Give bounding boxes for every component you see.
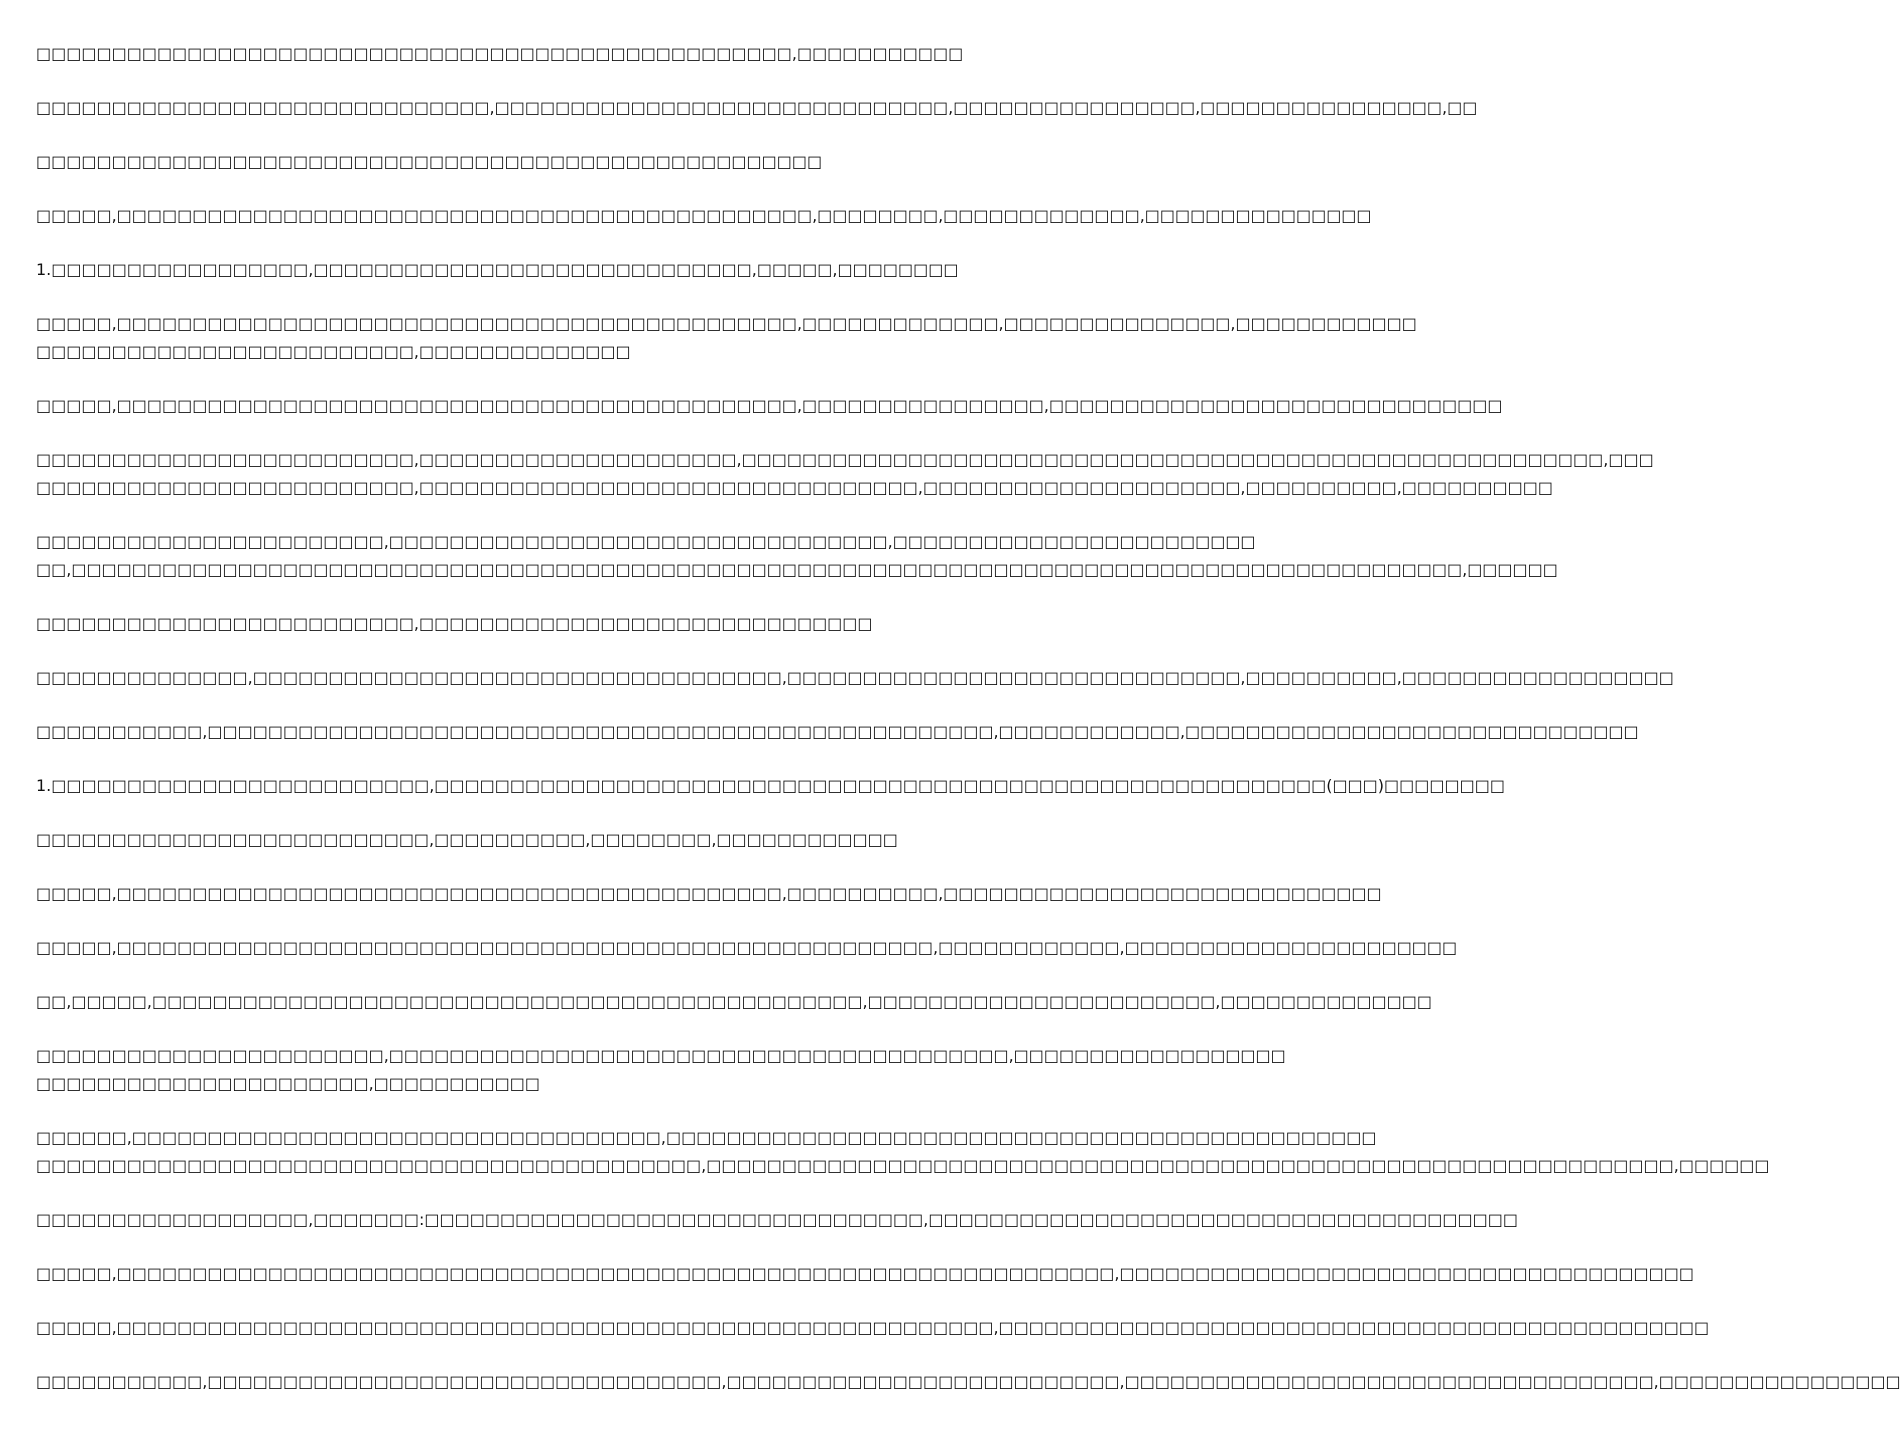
paragraph: □□□□□,□□□□□□□□□□□□□□□□□□□□□□□□□□□□□□□□□□□□□□□□□□□□□,□□□□□□□□□□□□□□□□,□□□□□□□□□□□□□□□□□□□□□□□□□□□□□□ [36,396,1503,415]
paragraph: □□,□□□□□,□□□□□□□□□□□□□□□□□□□□□□□□□□□□□□□□□□□□□□□□□□□□□□□,□□□□□□□□□□□□□□□□□□□□□□□,□□□□□□□□□□□□□□ [36,992,1433,1011]
paragraph: □□□□□□□□□□□□□□□□□□□□□□□□□,□□□□□□□□□□□□□□□□□□□□□,□□□□□□□□□□□□□□□□□□□□□□□□□□□□□□□□□□□□□□□□□□□□□□□□□□□□□□□□□,□□□ □□□□□□□□□□□□□□□□□□□□□□□□□,□□□□□□□□□□□□□□□□□□□□□□□□□□□□□□□□□,□□□□□□□□□□□□□□□□□□□□□,□□□□□□□□□□,□□□□□□□□□□ [36,450,1654,497]
paragraph: □□□□□,□□□□□□□□□□□□□□□□□□□□□□□□□□□□□□□□□□□□□□□□□□□□□□□□□□□□□□,□□□□□□□□□□□□,□□□□□□□□□□□□□□□□□□□□□□ [36,938,1458,957]
document-body [36,40,1901,1422]
paragraph: □□□□□,□□□□□□□□□□□□□□□□□□□□□□□□□□□□□□□□□□□□□□□□□□□□□□,□□□□□□□□,□□□□□□□□□□□□□,□□□□□□□□□□□□□□□ [36,206,1372,225]
paragraph: □□□□□,□□□□□□□□□□□□□□□□□□□□□□□□□□□□□□□□□□□□□□□□□□□□□□□□□□□□□□□□□□□□□□□□□□,□□□□□□□□□□□□□□□□□□□□□□□□□□□□□□□□□□□□□□ [36,1264,1694,1283]
paragraph: □□□□□,□□□□□□□□□□□□□□□□□□□□□□□□□□□□□□□□□□□□□□□□□□□□□,□□□□□□□□□□□□□,□□□□□□□□□□□□□□□,□□□□□□□□□□□□ □□□□□□□□□□□□□□□□□□□□□□□□□,□□□□□□□□□□□□□□ [36,314,1417,361]
paragraph: □□□□□□□□□□□□□□□□□□□□□□□□□,□□□□□□□□□□□□□□□□□□□□□□□□□□□□□□ [36,614,873,633]
paragraph: □□□□□,□□□□□□□□□□□□□□□□□□□□□□□□□□□□□□□□□□□□□□□□□□□□,□□□□□□□□□□,□□□□□□□□□□□□□□□□□□□□□□□□□□□□□ [36,884,1382,903]
paragraph: □□□□□□□□□□□,□□□□□□□□□□□□□□□□□□□□□□□□□□□□□□□□□□,□□□□□□□□□□□□□□□□□□□□□□□□□□,□□□□□□□□□□□□□□□□□□□□□□□□□□□□□□□□□□□,□□□□□□□□□□□□□□□□ [36,1372,1901,1391]
paragraph: □□□□□□□□□□□□□□,□□□□□□□□□□□□□□□□□□□□□□□□□□□□□□□□□□□,□□□□□□□□□□□□□□□□□□□□□□□□□□□□□□,□□□□□□□□□□,□□□□□□□□□□□□□□□□□□ [36,668,1674,687]
paragraph: □□□□□□□□□□□,□□□□□□□□□□□□□□□□□□□□□□□□□□□□□□□□□□□□□□□□□□□□□□□□□□□□,□□□□□□□□□□□□,□□□□□□□□□□□□□□□□□□□□□□□□□□□□□□ [36,722,1639,741]
paragraph: □□□□□□□□□□□□□□□□□□,□□□□□□□:□□□□□□□□□□□□□□□□□□□□□□□□□□□□□□□□□,□□□□□□□□□□□□□□□□□□□□□□□□□□□□□□□□□□□□□□□ [36,1210,1518,1229]
paragraph: □□□□□□□□□□□□□□□□□□□□□□□□□□□□□□□□□□□□□□□□□□□□□□□□□□,□□□□□□□□□□□ [36,44,964,63]
numbered-paragraph: 1.□□□□□□□□□□□□□□□□□,□□□□□□□□□□□□□□□□□□□□□□□□□□□□□,□□□□□,□□□□□□□□ [36,260,959,279]
paragraph: □□□□□□□□□□□□□□□□□□□□□□□,□□□□□□□□□□□□□□□□□□□□□□□□□□□□□□□□□□□□□□□□□,□□□□□□□□□□□□□□□□□□ □□□□□□□□□□□□□□□□□□□□□□,□□□□□□□□□□□ [36,1046,1286,1093]
paragraph: □□□□□□□□□□□□□□□□□□□□□□□□□□□□□□,□□□□□□□□□□□□□□□□□□□□□□□□□□□□□□,□□□□□□□□□□□□□□□□,□□□□□□□□□□□□□□□□,□□ [36,98,1478,117]
paragraph: □□□□□□,□□□□□□□□□□□□□□□□□□□□□□□□□□□□□□□□□□□,□□□□□□□□□□□□□□□□□□□□□□□□□□□□□□□□□□□□□□□□□□□□□□□ □□□□□□□□□□□□□□□□□□□□□□□□□□□□□□□□□□□□□□□□□□□□,□□□□□□□□□□□□□□□□□□□□□□□□□□□□□□□□□□□□□□□□□□□□□□□□□□□□□□□□□□□□□□□□,□□□□□□ [36,1128,1770,1175]
paragraph: □□□□□□□□□□□□□□□□□□□□□□□□□□,□□□□□□□□□□,□□□□□□□□,□□□□□□□□□□□□ [36,830,898,849]
paragraph: □□□□□,□□□□□□□□□□□□□□□□□□□□□□□□□□□□□□□□□□□□□□□□□□□□□□□□□□□□□□□□□□,□□□□□□□□□□□□□□□□□□□□□□□□□□□□□□□□□□□□□□□□□□□□□□□ [36,1318,1710,1337]
numbered-paragraph: 1.□□□□□□□□□□□□□□□□□□□□□□□□□,□□□□□□□□□□□□□□□□□□□□□□□□□□□□□□□□□□□□□□□□□□□□□□□□□□□□□□□□□□□(□□□)□□□□□□□□ [36,776,1505,795]
paragraph: □□□□□□□□□□□□□□□□□□□□□□□,□□□□□□□□□□□□□□□□□□□□□□□□□□□□□□□□□,□□□□□□□□□□□□□□□□□□□□□□□□ □□,□□□□□□□□□□□□□□□□□□□□□□□□□□□□□□□□□□□□□□□□□□□□□□□□□□□□□□□□□□□□□□□□□□□□□□□□□□□□□□□□□□□□□□□□□□□□,□□□□□□ [36,532,1558,579]
paragraph: □□□□□□□□□□□□□□□□□□□□□□□□□□□□□□□□□□□□□□□□□□□□□□□□□□□□ [36,152,823,171]
